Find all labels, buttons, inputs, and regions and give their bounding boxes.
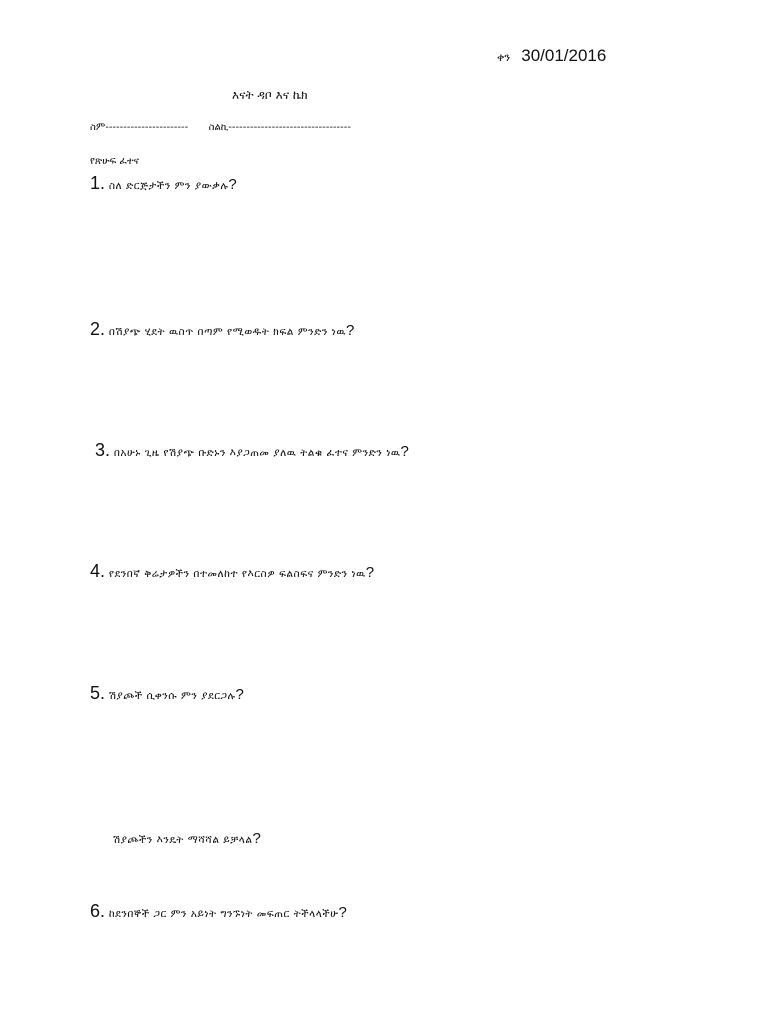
- question-number: 2.: [90, 319, 106, 339]
- question-text: ሽያጮች ሲቀንሱ ምን ያደርጋሉ: [108, 690, 236, 702]
- name-phone-line: [90, 122, 351, 133]
- question-1: [90, 173, 237, 194]
- name-field: ስም-----------------------: [90, 122, 189, 133]
- question-text: ከደንበኞች ጋር ምን አይነት ግንኙነት መፍጠር ትችላላችሁ: [108, 908, 339, 920]
- question-number: 1.: [90, 173, 106, 193]
- question-number: 4.: [90, 561, 106, 581]
- phone-field: ስልኪ----------------------------------: [208, 122, 351, 133]
- question-2: [90, 319, 355, 340]
- question-mark: ?: [365, 564, 375, 581]
- question-5-followup: [113, 830, 261, 847]
- document-title: እናት ዳቦ እና ኬክ: [232, 88, 308, 102]
- question-3: [95, 440, 409, 461]
- question-text: በአሁኑ ጊዜ የሽያጭ ቡድኑን እያጋጠመ ያለዉ ትልቁ ፈተና ምንድን ነዉ: [113, 447, 401, 459]
- question-5: [90, 683, 244, 704]
- date-label: ቀን: [497, 51, 511, 64]
- question-mark: ?: [235, 686, 245, 703]
- question-text: ስለ ድርጅታችን ምን ያውቃሉ: [108, 180, 229, 192]
- question-number: 5.: [90, 683, 106, 703]
- question-number: 6.: [90, 901, 106, 921]
- question-mark: ?: [252, 830, 262, 847]
- date-line: [497, 46, 606, 66]
- question-mark: ?: [400, 443, 410, 460]
- question-mark: ?: [338, 904, 348, 921]
- section-title: የጽሁፍ ፈተና: [90, 156, 139, 167]
- question-text: የደንበኛ ቅሬታዎችን በተመለከተ የእርስዎ ፍልስፍና ምንድን ነዉ: [108, 568, 366, 580]
- question-mark: ?: [228, 176, 238, 193]
- question-4: [90, 561, 375, 582]
- question-mark: ?: [345, 322, 355, 339]
- question-text: በሽያጭ ሂደት ዉስጥ በጣም የሚወዱት ክፍል ምንድን ነዉ: [108, 326, 346, 338]
- question-6: [90, 901, 347, 922]
- question-number: 3.: [95, 440, 111, 460]
- question-text: ሽያጮችን እንዴት ማሻሻል ይቻላል: [113, 834, 253, 846]
- date-value: 30/01/2016: [521, 46, 607, 65]
